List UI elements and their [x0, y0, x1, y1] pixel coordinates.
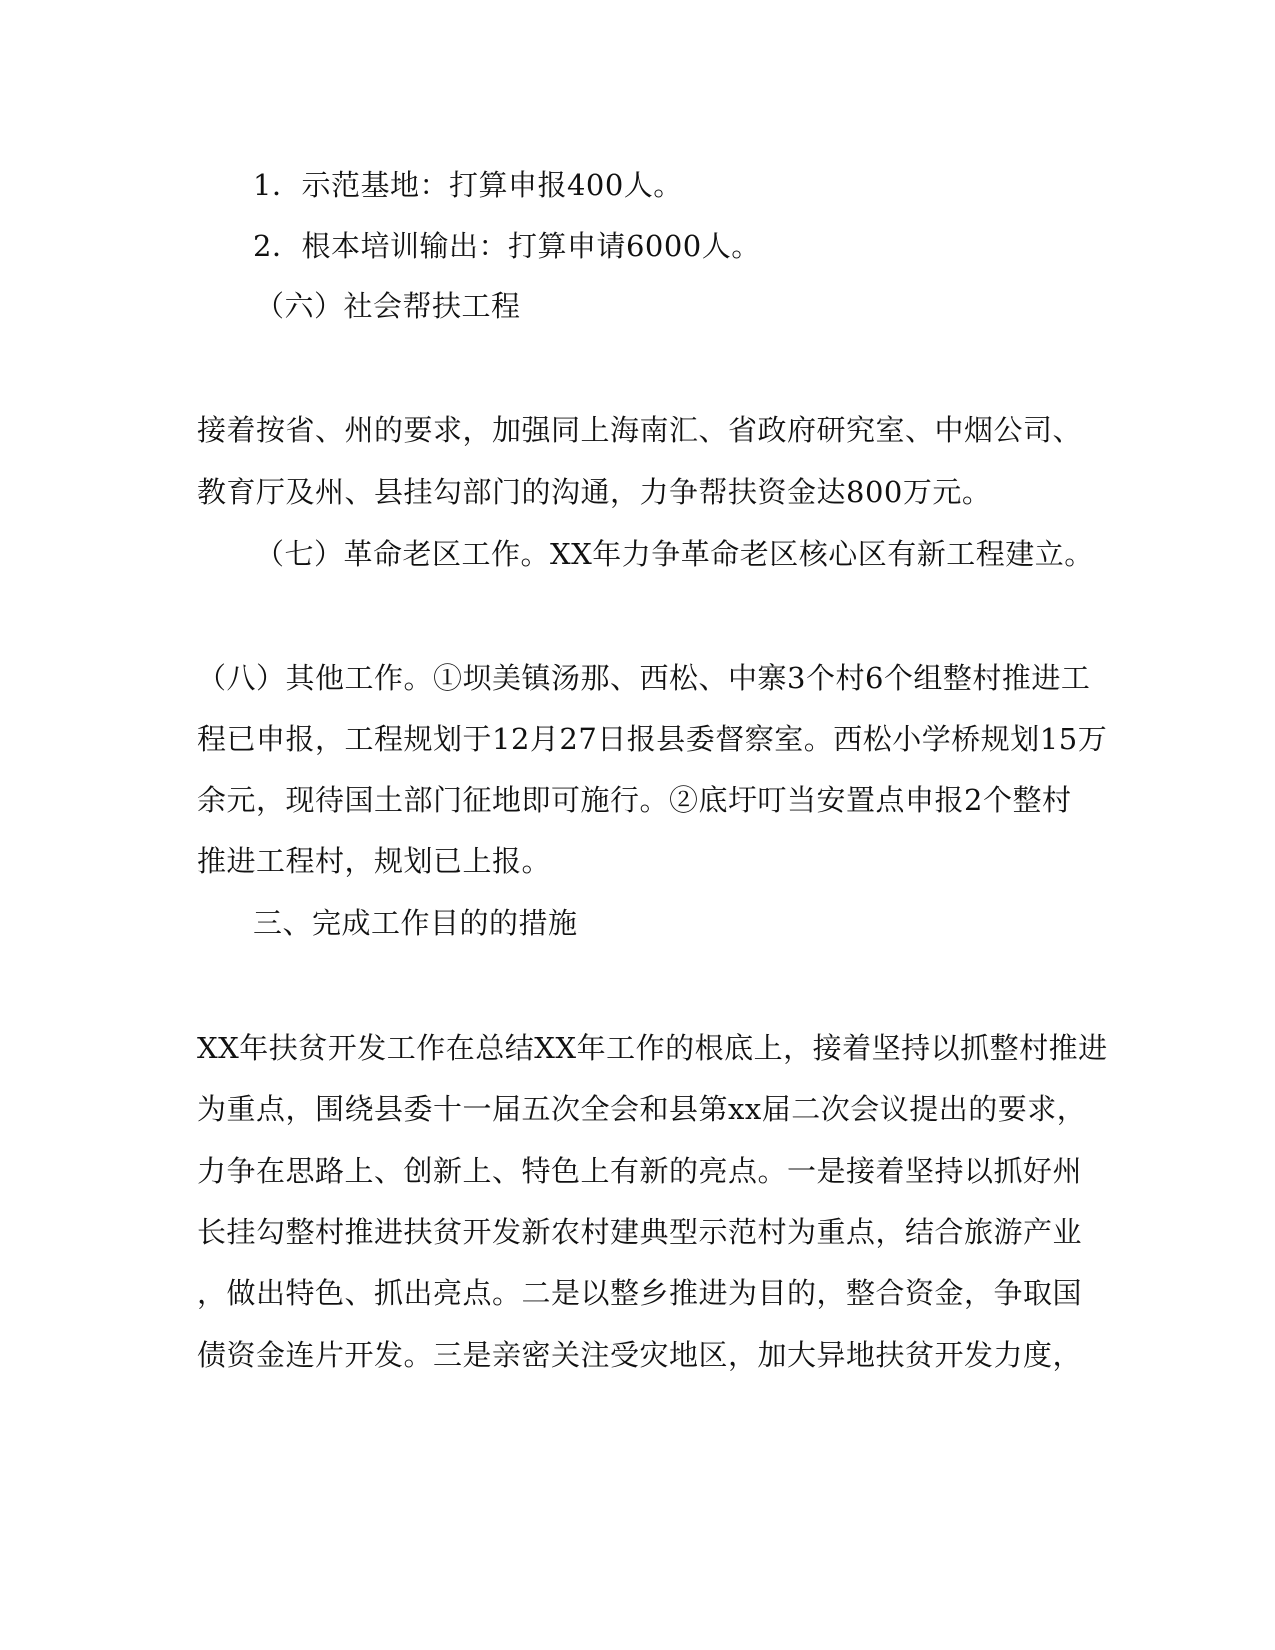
paragraph-line: ，做出特色、抓出亮点。二是以整乡推进为目的，整合资金，争取国 — [197, 1276, 1083, 1310]
item-demo-base: 1．示范基地：打算申报400人。 — [253, 168, 683, 202]
section-heading-8: （八）其他工作。①坝美镇汤那、西松、中寨3个村6个组整村推进工 — [197, 661, 1091, 695]
paragraph-line: 债资金连片开发。三是亲密关注受灾地区，加大异地扶贫开发力度， — [197, 1338, 1083, 1372]
paragraph-line: 推进工程村，规划已上报。 — [197, 844, 552, 878]
item-basic-training: 2．根本培训输出：打算申请6000人。 — [253, 229, 761, 263]
paragraph-line: 程已申报，工程规划于12月27日报县委督察室。西松小学桥规划15万 — [197, 722, 1108, 756]
paragraph-line: 长挂勾整村推进扶贫开发新农村建典型示范村为重点，结合旅游产业 — [197, 1215, 1083, 1249]
paragraph-line: 余元，现待国土部门征地即可施行。②底圩叮当安置点申报2个整村 — [197, 783, 1072, 817]
paragraph-line: 教育厅及州、县挂勾部门的沟通，力争帮扶资金达800万元。 — [197, 475, 992, 509]
paragraph-line: XX年扶贫开发工作在总结XX年工作的根底上，接着坚持以抓整村推进 — [197, 1031, 1108, 1065]
paragraph-line: 为重点，围绕县委十一届五次全会和县第xx届二次会议提出的要求， — [197, 1092, 1087, 1126]
section-heading-3: 三、完成工作目的的措施 — [253, 906, 578, 940]
paragraph-line: 力争在思路上、创新上、特色上有新的亮点。一是接着坚持以抓好州 — [197, 1154, 1083, 1188]
section-heading-7: （七）革命老区工作。XX年力争革命老区核心区有新工程建立。 — [255, 537, 1094, 571]
section-heading-6: （六）社会帮扶工程 — [255, 289, 521, 323]
paragraph-line: 接着按省、州的要求，加强同上海南汇、省政府研究室、中烟公司、 — [197, 413, 1083, 447]
